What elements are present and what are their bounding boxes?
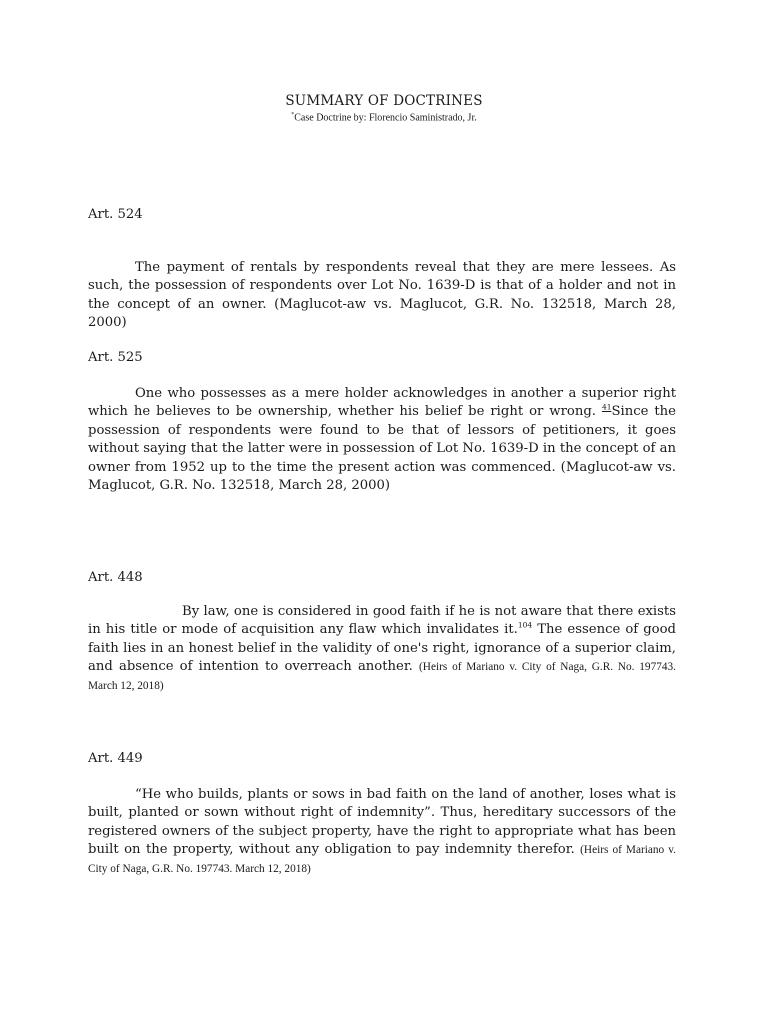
paragraph-text: Since the possession of respondents were found to be that of lessors of petitioners, it goes without saying that the latter were in possession of Lot No. 1639-D in the concept of an owner from 1952 up to the time the present action was commenced. (Maglucot-aw vs. Maglucot, G.R. No. 132518, March 28, 2000) — [88, 404, 676, 494]
doctrine-paragraph-525 — [88, 385, 676, 495]
article-heading-525: Art. 525 — [88, 350, 143, 365]
paragraph-text: “He who builds, plants or sows in bad faith on the land of another, loses what is built, planted or sown without right of indemnity”. Thus, hereditary successors of the registered owners of the subject property, have the right to appropriate what has been built on the property, without any obligation to pay indemnity therefor. — [88, 787, 676, 858]
subtitle-asterisk: * — [291, 112, 295, 118]
doctrine-paragraph-449 — [88, 786, 676, 878]
paragraph-text: By law, one is considered in good faith if he is not aware that there exists in his title or mode of acquisition any flaw which invalidates it. — [88, 604, 676, 638]
document-header — [0, 93, 768, 124]
page-subtitle — [0, 109, 768, 124]
paragraph-text: The essence of good faith lies in an honest belief in the validity of one's right, ignorance of a superior claim, and absence of intention to overreach another. — [88, 622, 676, 675]
footnote-marker: 104 — [517, 621, 533, 631]
case-citation: (Heirs of Mariano v. City of Naga, G.R. No. 197743. March 12, 2018) — [88, 844, 676, 875]
subtitle-text: Case Doctrine by: Florencio Saministrado, Jr. — [294, 112, 477, 124]
case-citation: (Heirs of Mariano v. City of Naga, G.R. No. 197743. March 12, 2018) — [88, 661, 676, 692]
footnote-marker: 41 — [601, 403, 612, 413]
article-heading-449: Art. 449 — [88, 751, 143, 766]
doctrine-paragraph-448 — [88, 603, 676, 695]
doctrine-paragraph-524: The payment of rentals by respondents reveal that they are mere lessees. As such, the possession of respondents over Lot No. 1639-D is that of a holder and not in the concept of an owner. (Maglucot-aw vs. Maglucot, G.R. No. 132518, March 28, 2000) — [88, 260, 676, 331]
article-heading-448: Art. 448 — [88, 570, 143, 585]
article-heading-524: Art. 524 — [88, 207, 143, 222]
paragraph-text: One who possesses as a mere holder acknowledges in another a superior right which he believes to be ownership, whether his belief be right or wrong. — [88, 386, 676, 420]
page-title: SUMMARY OF DOCTRINES — [285, 93, 483, 109]
